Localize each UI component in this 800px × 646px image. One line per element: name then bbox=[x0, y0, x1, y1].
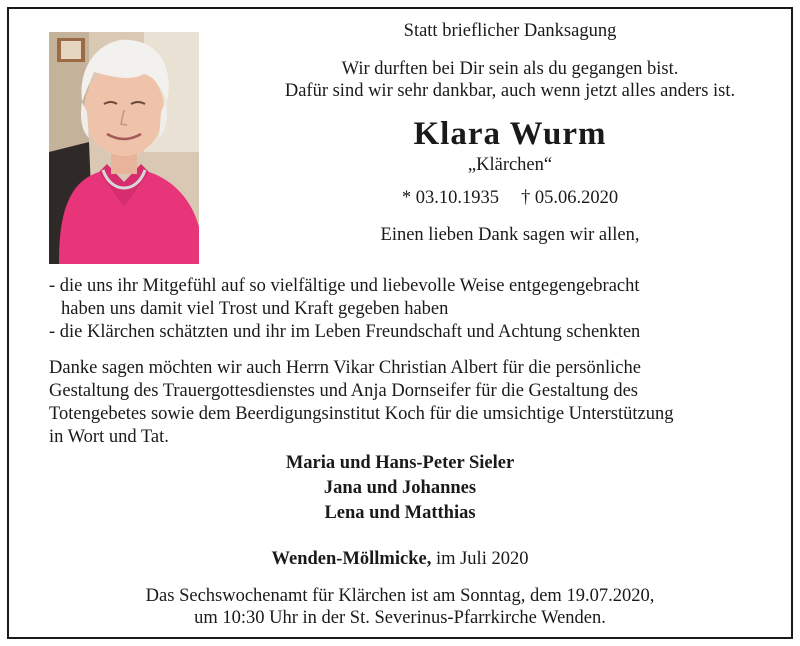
bullet-1-line-1: - die uns ihr Mitgefühl auf so vielfältige und liebevolle Weise entgegengebracht bbox=[49, 276, 640, 296]
place: Wenden-Möllmicke, bbox=[271, 549, 432, 569]
header-text: Statt brieflicher Danksagung bbox=[403, 21, 617, 41]
family-line-3: Lena und Matthias bbox=[324, 503, 476, 523]
paragraph-line-4: in Wort und Tat. bbox=[49, 427, 169, 447]
birth-date: * 03.10.1935 bbox=[401, 188, 499, 208]
death-date: † 05.06.2020 bbox=[521, 188, 619, 208]
family-line-1: Maria und Hans-Peter Sieler bbox=[285, 453, 515, 473]
date: im Juli 2020 bbox=[435, 549, 529, 569]
deceased-name: Klara Wurm bbox=[413, 116, 607, 152]
intro-line-1: Wir durften bei Dir sein als du gegangen bist. bbox=[341, 59, 679, 79]
nickname: „Klärchen“ bbox=[467, 155, 553, 175]
paragraph-line-2: Gestaltung des Trauergottesdienstes und Anja Dornseifer für die Gestaltung des bbox=[49, 381, 638, 401]
family-line-2: Jana und Johannes bbox=[323, 478, 477, 498]
mass-line-1: Das Sechswochenamt für Klärchen ist am Sonntag, dem 19.07.2020, bbox=[145, 586, 655, 606]
intro-line-2: Dafür sind wir sehr dankbar, auch wenn jetzt alles anders ist. bbox=[284, 81, 736, 101]
paragraph-line-1: Danke sagen möchten wir auch Herrn Vikar Christian Albert für die persönliche bbox=[49, 358, 641, 378]
bullet-1-line-2: haben uns damit viel Trost und Kraft gegeben haben bbox=[61, 299, 449, 319]
paragraph-line-3: Totengebetes sowie dem Beerdigungsinstitut Koch für die umsichtige Unterstützung bbox=[49, 404, 674, 424]
bullet-2: - die Klärchen schätzten und ihr im Leben Freundschaft und Achtung schenkten bbox=[49, 322, 641, 342]
thanks-intro: Einen lieben Dank sagen wir allen, bbox=[380, 225, 640, 245]
place-date-line bbox=[0, 548, 800, 571]
mass-line-2: um 10:30 Uhr in der St. Severinus-Pfarrkirche Wenden. bbox=[194, 608, 606, 628]
life-dates bbox=[220, 187, 800, 210]
portrait-photo bbox=[49, 32, 199, 264]
